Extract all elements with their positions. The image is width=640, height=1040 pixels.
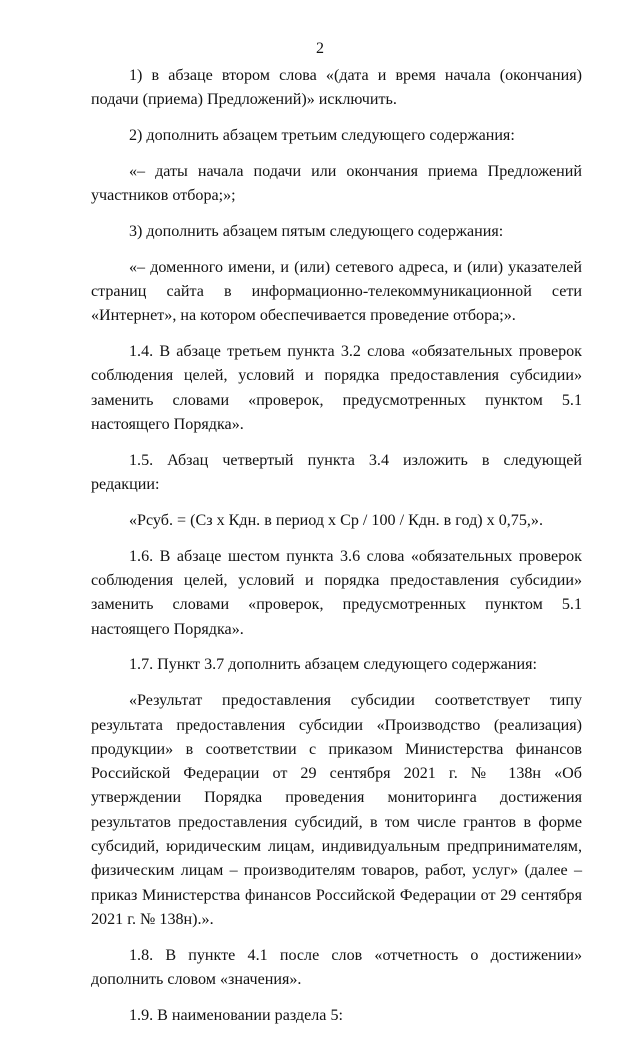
paragraph: 2) дополнить абзацем третьим следующего содержания:: [129, 127, 515, 145]
paragraph: 1.8. В пункте 4.1 после слов «отчетность о достижении» дополнить словом «значения».: [91, 946, 582, 988]
document-body: [91, 64, 582, 1040]
paragraph: 3) дополнить абзацем пятым следующего содержания:: [129, 222, 504, 240]
paragraph: 1.6. В абзаце шестом пункта 3.6 слова «обязательных проверок соблюдения целей, условий и порядка предоставления субсидии» заменить словами «проверок, предусмотренных пунктом 5.1 настоящего Порядка».: [91, 547, 582, 638]
paragraph: 1.5. Абзац четвертый пункта 3.4 изложить в следующей редакции:: [91, 451, 582, 494]
paragraph: 1.4. В абзаце третьем пункта 3.2 слова «обязательных проверок соблюдения целей, условий и порядка предоставления субсидии» заменить словами «проверок, предусмотренных пунктом 5.1 настоящего Порядка».: [91, 343, 582, 434]
paragraph: «– даты начала подачи или окончания приема Предложений участников отбора;»;: [91, 162, 582, 205]
paragraph: «Результат предоставления субсидии соответствует типу результата предоставления субсидии «Производство (реализация) продукции» в соответствии с приказом Министерства финансов Российской Федерации от 29 сентября 2021 г. № 138н «Об утверждении Порядка проведения мониторинга достижения результатов предоставления субсидий, в том числе грантов в форме субсидий, юридическим лицам, индивидуальным предпринимателям, физическим лицам – производителям товаров, работ, услуг» (далее – приказ Министерства финансов Российской Федерации от 29 сентября 2021 г. № 138н).».: [91, 692, 582, 928]
paragraph: «– доменного имени, и (или) сетевого адреса, и (или) указателей страниц сайта в информационно-телекоммуникационной сети «Интернет», на котором обеспечивается проведение отбора;».: [91, 258, 582, 325]
paragraph: 1.7. Пункт 3.7 дополнить абзацем следующего содержания:: [129, 656, 538, 674]
page-number: 2: [316, 40, 324, 57]
formula-paragraph: «Рсуб. = (Сз х Кдн. в период х Ср / 100 / Кдн. в год) х 0,75,».: [129, 511, 543, 529]
paragraph: 1) в абзаце втором слова «(дата и время начала (окончания) подачи (приема) Предложений)» исключить.: [91, 67, 582, 109]
paragraph: 1.9. В наименовании раздела 5:: [129, 1006, 343, 1024]
